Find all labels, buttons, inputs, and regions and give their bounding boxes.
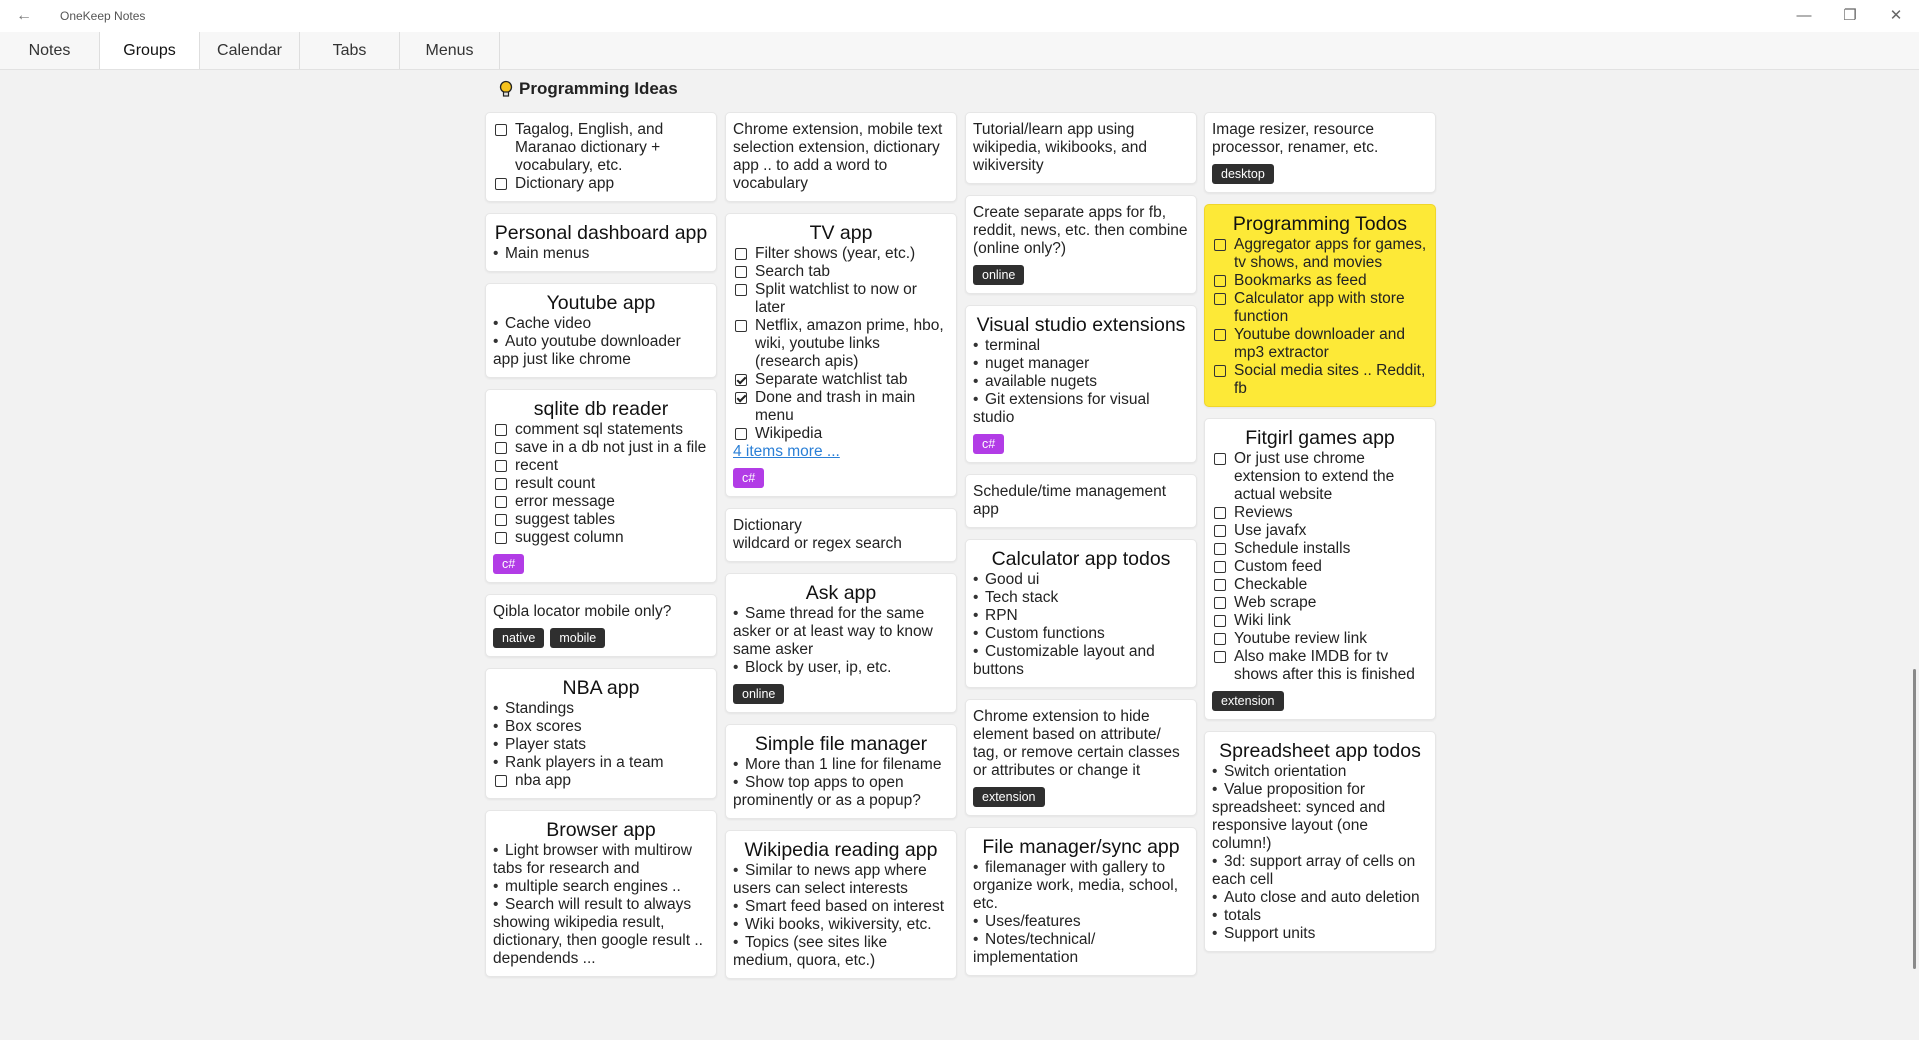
back-arrow-icon: ← [16, 7, 32, 24]
checklist-text: save in a db not just in a file [515, 439, 707, 456]
bullet-text: Custom functions [985, 625, 1105, 642]
tag-badge[interactable]: online [973, 265, 1024, 285]
bullet-icon: • [973, 373, 979, 390]
checklist-text: Bookmarks as feed [1234, 272, 1367, 289]
minimize-icon: — [1796, 7, 1812, 24]
checkbox[interactable] [495, 124, 507, 136]
checklist-item [493, 529, 709, 547]
checklist-item [1212, 450, 1428, 504]
bullet-text: Box scores [505, 718, 582, 735]
bullet-icon: • [733, 659, 739, 676]
checklist-text: Search tab [755, 263, 830, 280]
bullet-item [973, 391, 1189, 427]
checklist-text: Filter shows (year, etc.) [755, 245, 916, 262]
bullet-text: Cache video [505, 315, 592, 332]
note-text: Create separate apps for fb, reddit, news, etc. then combine (online only?) [973, 204, 1188, 257]
checklist-item [1212, 504, 1428, 522]
note-card[interactable] [725, 213, 957, 497]
checkbox[interactable] [735, 284, 747, 296]
bullet-icon: • [973, 607, 979, 624]
bullet-text: Rank players in a team [505, 754, 664, 771]
tag-badge[interactable]: extension [1212, 691, 1284, 711]
note-card[interactable] [725, 508, 957, 562]
tab-menus[interactable]: Menus [400, 32, 500, 69]
bullet-text: Notes/technical/ implementation [973, 931, 1096, 966]
checklist-item [733, 281, 949, 317]
checkbox[interactable] [735, 320, 747, 332]
note-title: TV app [809, 222, 873, 244]
checkbox[interactable] [1214, 365, 1226, 377]
checklist-item [493, 121, 709, 175]
tag-list [973, 787, 1189, 807]
checklist-text: Youtube downloader and mp3 extractor [1234, 326, 1405, 361]
checklist-item [493, 475, 709, 493]
bullet-item [973, 589, 1189, 607]
checklist-text: Schedule installs [1234, 540, 1351, 557]
bullet-icon: • [733, 898, 739, 915]
bullet-icon: • [493, 754, 499, 771]
bullet-text: Git extensions for visual studio [973, 391, 1150, 426]
checklist-item [1212, 576, 1428, 594]
tag-list [493, 628, 709, 648]
note-title: Fitgirl games app [1245, 427, 1395, 449]
group-title[interactable] [497, 79, 678, 99]
bullet-item [1212, 781, 1428, 853]
bullet-text: Block by user, ip, etc. [745, 659, 892, 676]
note-card[interactable] [1204, 731, 1436, 952]
note-title: Ask app [805, 582, 877, 604]
note-card[interactable] [725, 573, 957, 713]
bullet-text: Topics (see sites like medium, quora, etc.) [733, 934, 888, 969]
note-title: Browser app [546, 819, 656, 841]
bullet-text: Support units [1224, 925, 1316, 942]
bullet-item [733, 862, 949, 898]
checkbox[interactable] [1214, 239, 1226, 251]
bullet-item [493, 718, 709, 736]
notes-column-4 [1204, 112, 1436, 952]
checklist-item [493, 772, 709, 790]
checklist-text: suggest tables [515, 511, 615, 528]
bullet-item [493, 333, 709, 369]
note-title: Calculator app todos [991, 548, 1171, 570]
checklist-item [1212, 326, 1428, 362]
bullet-text: Switch orientation [1224, 763, 1347, 780]
checklist-text: Tagalog, English, and Maranao dictionary + vocabulary, etc. [515, 121, 664, 174]
bullet-text: terminal [985, 337, 1041, 354]
bullet-icon: • [973, 391, 979, 408]
checklist-item [493, 439, 709, 457]
bullet-item [1212, 763, 1428, 781]
tag-badge[interactable]: c# [733, 468, 764, 488]
bullet-text: Value proposition for spreadsheet: synced and responsive layout (one column!) [1212, 781, 1386, 852]
checkbox[interactable] [735, 266, 747, 278]
note-card[interactable] [965, 827, 1197, 976]
checklist-item [1212, 648, 1428, 684]
checklist-text: Done and trash in main menu [755, 389, 916, 424]
checklist-item [1212, 522, 1428, 540]
bullet-text: totals [1224, 907, 1262, 924]
bullet-icon: • [493, 736, 499, 753]
back-button[interactable] [10, 4, 38, 28]
checklist-text: recent [515, 457, 559, 474]
note-card[interactable] [485, 389, 717, 583]
note-card[interactable] [965, 112, 1197, 184]
checklist-item [493, 511, 709, 529]
bullet-text: Search will result to always showing wikipedia result, dictionary, then google result .. dependends ... [493, 896, 703, 967]
bullet-icon: • [1212, 853, 1218, 870]
bullet-item [973, 913, 1189, 931]
bullet-item [493, 736, 709, 754]
tag-list [1212, 691, 1428, 711]
bullet-icon: • [733, 756, 739, 773]
bullet-item [973, 643, 1189, 679]
bullet-text: Auto close and auto deletion [1224, 889, 1420, 906]
bullet-text: 3d: support array of cells on each cell [1212, 853, 1416, 888]
tag-badge[interactable]: mobile [550, 628, 605, 648]
checklist-text: Social media sites .. Reddit, fb [1234, 362, 1426, 397]
more-items-link[interactable]: 4 items more ... [733, 443, 840, 460]
bullet-icon: • [1212, 925, 1218, 942]
checklist-text: suggest column [515, 529, 624, 546]
bullet-icon: • [733, 605, 739, 622]
checkbox[interactable] [1214, 561, 1226, 573]
bullet-icon: • [973, 589, 979, 606]
checklist-item [493, 457, 709, 475]
bullet-text: Smart feed based on interest [745, 898, 945, 915]
checklist-item [493, 493, 709, 511]
checklist-text: nba app [515, 772, 572, 789]
checklist-item [733, 263, 949, 281]
checklist-item [1212, 630, 1428, 648]
note-card[interactable] [725, 830, 957, 979]
bullet-icon: • [493, 718, 499, 735]
tab-groups[interactable]: Groups [100, 32, 200, 69]
bullet-item [973, 931, 1189, 967]
checklist-item [1212, 612, 1428, 630]
tab-notes[interactable]: Notes [0, 32, 100, 69]
bullet-icon: • [973, 625, 979, 642]
tab-bar [0, 32, 1919, 70]
bullet-icon: • [733, 916, 739, 933]
tag-list [1212, 164, 1428, 184]
tab-calendar[interactable]: Calendar [200, 32, 300, 69]
checkbox[interactable] [1214, 615, 1226, 627]
note-card[interactable] [965, 305, 1197, 463]
app-title: OneKeep Notes [60, 9, 146, 23]
note-title: sqlite db reader [533, 398, 669, 420]
note-title: Wikipedia reading app [744, 839, 938, 861]
note-title: Spreadsheet app todos [1219, 740, 1421, 762]
bullet-text: Same thread for the same asker or at least way to know same asker [733, 605, 933, 658]
bullet-item [733, 916, 949, 934]
checkbox[interactable] [495, 532, 507, 544]
checkbox[interactable] [495, 478, 507, 490]
bullet-icon: • [973, 337, 979, 354]
checklist-item [733, 317, 949, 371]
tag-list [733, 684, 949, 704]
close-icon: ✕ [1889, 7, 1903, 24]
tag-list [733, 468, 949, 488]
bullet-item [493, 896, 709, 968]
checkbox[interactable] [1214, 507, 1226, 519]
note-text: Tutorial/learn app using wikipedia, wikibooks, and wikiversity [973, 121, 1148, 174]
checklist-text: Also make IMDB for tv shows after this is finished [1234, 648, 1415, 683]
tag-badge[interactable]: desktop [1212, 164, 1274, 184]
checklist-item [1212, 236, 1428, 272]
checked-checkbox[interactable] [735, 392, 747, 404]
bullet-icon: • [973, 913, 979, 930]
note-card[interactable] [965, 539, 1197, 688]
note-title: Simple file manager [754, 733, 928, 755]
checkbox[interactable] [1214, 525, 1226, 537]
bullet-text: Main menus [505, 245, 590, 262]
checklist-item [1212, 272, 1428, 290]
note-title: Programming Todos [1232, 213, 1408, 235]
checklist-text: Reviews [1234, 504, 1293, 521]
note-card[interactable] [1204, 418, 1436, 720]
bullet-item [493, 700, 709, 718]
bullet-item [973, 571, 1189, 589]
bullet-item [973, 373, 1189, 391]
bullet-item [493, 245, 709, 263]
bullet-icon: • [493, 896, 499, 913]
bullet-icon: • [973, 643, 979, 660]
checkbox[interactable] [1214, 275, 1226, 287]
bullet-icon: • [1212, 889, 1218, 906]
note-title: File manager/sync app [982, 836, 1180, 858]
checklist-text: Netflix, amazon prime, hbo, wiki, youtube links (research apis) [755, 317, 944, 370]
checklist-text: error message [515, 493, 615, 510]
checklist-item [1212, 290, 1428, 326]
checklist-text: comment sql statements [515, 421, 683, 438]
note-card[interactable] [485, 213, 717, 272]
bullet-text: Auto youtube downloader app just like chrome [493, 333, 681, 368]
checkbox[interactable] [495, 496, 507, 508]
checkbox[interactable] [495, 775, 507, 787]
checkbox[interactable] [1214, 633, 1226, 645]
bullet-text: nuget manager [985, 355, 1090, 372]
note-card[interactable] [965, 474, 1197, 528]
checkbox[interactable] [495, 460, 507, 472]
note-card[interactable] [485, 112, 717, 202]
checkbox[interactable] [1214, 651, 1226, 663]
checkbox[interactable] [1214, 579, 1226, 591]
bullet-item [733, 605, 949, 659]
bullet-icon: • [973, 355, 979, 372]
checklist-item [733, 245, 949, 263]
checkbox[interactable] [495, 178, 507, 190]
notes-column-1 [485, 112, 717, 977]
bullet-text: available nugets [985, 373, 1098, 390]
note-card[interactable] [485, 810, 717, 977]
restore-button[interactable] [1827, 0, 1873, 32]
checklist-text: Aggregator apps for games, tv shows, and movies [1234, 236, 1427, 271]
bullet-item [1212, 889, 1428, 907]
note-card[interactable] [485, 283, 717, 378]
bullet-text: multiple search engines .. [505, 878, 681, 895]
note-card[interactable] [1204, 204, 1436, 407]
tag-badge[interactable]: c# [493, 554, 524, 574]
checkbox[interactable] [1214, 543, 1226, 555]
bullet-icon: • [493, 842, 499, 859]
note-card[interactable] [485, 594, 717, 657]
bullet-item [733, 756, 949, 774]
note-text: Dictionary [733, 517, 802, 534]
bullet-icon: • [733, 934, 739, 951]
bullet-icon: • [733, 862, 739, 879]
bullet-icon: • [973, 859, 979, 876]
checklist-item [733, 389, 949, 425]
checklist-text: Checkable [1234, 576, 1308, 593]
note-card[interactable] [965, 195, 1197, 294]
checklist-item [1212, 558, 1428, 576]
title-bar [0, 0, 1919, 32]
checklist-item [1212, 594, 1428, 612]
bullet-item [1212, 853, 1428, 889]
scrollbar-thumb[interactable] [1913, 669, 1916, 969]
bullet-text: Player stats [505, 736, 586, 753]
checkbox[interactable] [735, 428, 747, 440]
bullet-item [493, 842, 709, 878]
checklist-item [733, 425, 949, 443]
note-card[interactable] [1204, 112, 1436, 193]
checklist-text: Split watchlist to now or later [755, 281, 917, 316]
note-title: Youtube app [546, 292, 656, 314]
bullet-item [733, 659, 949, 677]
note-card[interactable] [725, 112, 957, 202]
checklist-text: Use javafx [1234, 522, 1307, 539]
bullet-icon: • [493, 245, 499, 262]
checklist-text: Web scrape [1234, 594, 1317, 611]
bullet-text: Wiki books, wikiversity, etc. [745, 916, 932, 933]
bullet-icon: • [493, 878, 499, 895]
tag-list [493, 554, 709, 574]
note-text: Chrome extension, mobile text selection extension, dictionary app .. to add a word to vocabulary [733, 121, 943, 192]
bullet-text: Similar to news app where users can select interests [733, 862, 927, 897]
tag-badge[interactable]: c# [973, 434, 1004, 454]
tag-list [973, 434, 1189, 454]
checkbox[interactable] [495, 424, 507, 436]
bullet-item [493, 315, 709, 333]
note-text: wildcard or regex search [733, 535, 902, 552]
tag-badge[interactable]: native [493, 628, 544, 648]
bullet-item [973, 337, 1189, 355]
note-title: Visual studio extensions [976, 314, 1186, 336]
bullet-icon: • [1212, 763, 1218, 780]
checklist-item [493, 421, 709, 439]
checklist-item [493, 175, 709, 193]
bullet-item [733, 898, 949, 916]
tag-badge[interactable]: online [733, 684, 784, 704]
bullet-text: Tech stack [985, 589, 1059, 606]
note-title: Personal dashboard app [494, 222, 708, 244]
bullet-text: Light browser with multirow tabs for research and [493, 842, 692, 877]
bullet-text: Show top apps to open prominently or as a popup? [733, 774, 921, 809]
checkbox[interactable] [1214, 453, 1226, 465]
group-title-text: Programming Ideas [519, 79, 678, 98]
note-text: Image resizer, resource processor, renamer, etc. [1212, 121, 1379, 156]
notes-column-3 [965, 112, 1197, 976]
bullet-item [973, 625, 1189, 643]
bullet-text: Customizable layout and buttons [973, 643, 1155, 678]
bullet-item [733, 774, 949, 810]
bullet-text: Standings [505, 700, 574, 717]
bullet-icon: • [733, 774, 739, 791]
bullet-icon: • [493, 315, 499, 332]
note-card[interactable] [485, 668, 717, 799]
bullet-item [973, 607, 1189, 625]
checked-checkbox[interactable] [735, 374, 747, 386]
checklist-text: Calculator app with store function [1234, 290, 1405, 325]
lightbulb-icon [497, 79, 515, 99]
checklist-item [1212, 540, 1428, 558]
note-card[interactable] [725, 724, 957, 819]
bullet-item [493, 754, 709, 772]
note-text: Chrome extension to hide element based on attribute/ tag, or remove certain classes or attributes or change it [973, 708, 1180, 779]
note-card[interactable] [965, 699, 1197, 816]
checklist-text: Youtube review link [1234, 630, 1367, 647]
bullet-item [733, 934, 949, 970]
tag-badge[interactable]: extension [973, 787, 1045, 807]
checkbox[interactable] [1214, 293, 1226, 305]
bullet-text: filemanager with gallery to organize work, media, school, etc. [973, 859, 1179, 912]
checklist-text: Dictionary app [515, 175, 615, 192]
bullet-item [973, 355, 1189, 373]
bullet-icon: • [493, 333, 499, 350]
bullet-icon: • [973, 571, 979, 588]
checkbox[interactable] [735, 248, 747, 260]
bullet-text: Uses/features [985, 913, 1081, 930]
checklist-text: Wiki link [1234, 612, 1291, 629]
bullet-icon: • [1212, 781, 1218, 798]
bullet-icon: • [1212, 907, 1218, 924]
bullet-item [493, 878, 709, 896]
close-button[interactable] [1873, 0, 1919, 32]
bullet-item [1212, 907, 1428, 925]
bullet-text: RPN [985, 607, 1018, 624]
notes-column-2 [725, 112, 957, 979]
checklist-text: Separate watchlist tab [755, 371, 908, 388]
bullet-text: Good ui [985, 571, 1040, 588]
note-text: Qibla locator mobile only? [493, 603, 672, 620]
checklist-item [1212, 362, 1428, 398]
tag-list [973, 265, 1189, 285]
checklist-text: result count [515, 475, 596, 492]
note-title: NBA app [562, 677, 640, 699]
checklist-text: Wikipedia [755, 425, 823, 442]
checklist-text: Custom feed [1234, 558, 1322, 575]
note-text: Schedule/time management app [973, 483, 1167, 518]
checklist-text: Or just use chrome extension to extend the actual website [1234, 450, 1395, 503]
bullet-icon: • [493, 700, 499, 717]
tab-tabs[interactable]: Tabs [300, 32, 400, 69]
restore-icon: ❐ [1843, 7, 1857, 24]
bullet-icon: • [973, 931, 979, 948]
minimize-button[interactable] [1781, 0, 1827, 32]
checklist-item [733, 371, 949, 389]
bullet-item [1212, 925, 1428, 943]
checkbox[interactable] [495, 442, 507, 454]
checkbox[interactable] [495, 514, 507, 526]
bullet-item [973, 859, 1189, 913]
vertical-scrollbar[interactable] [1911, 69, 1919, 1040]
checkbox[interactable] [1214, 597, 1226, 609]
bullet-text: More than 1 line for filename [745, 756, 942, 773]
checkbox[interactable] [1214, 329, 1226, 341]
